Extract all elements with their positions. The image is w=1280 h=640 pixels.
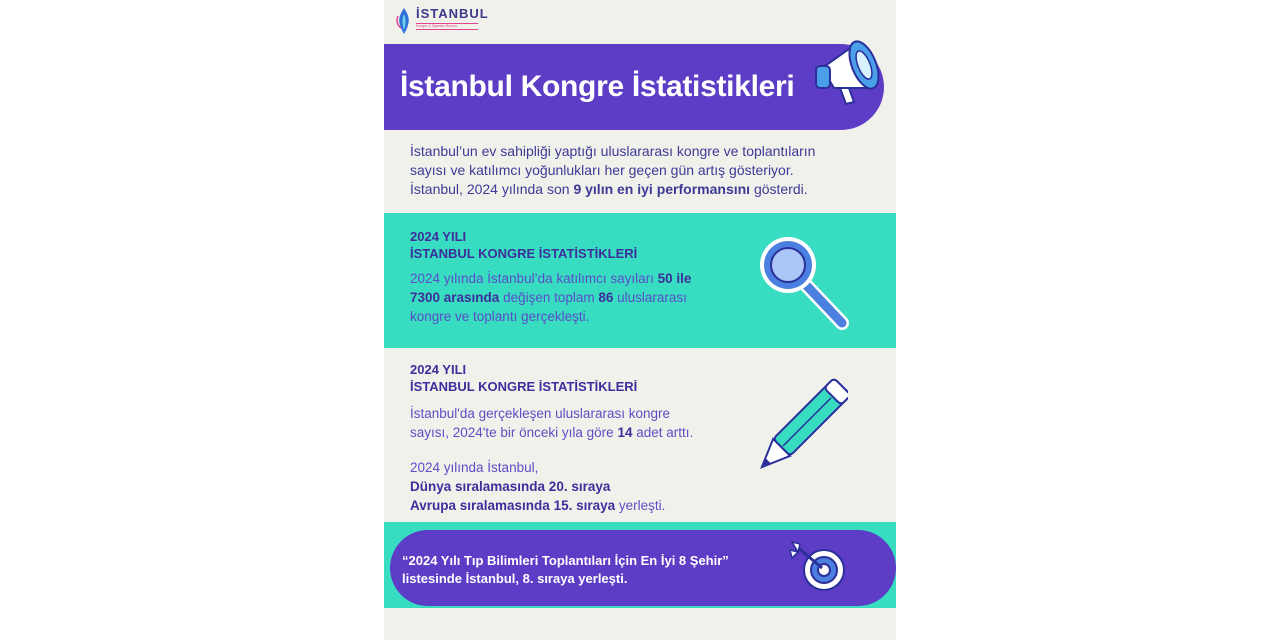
- megaphone-icon: [812, 30, 888, 112]
- logo-subtitle: Kongre & Ziyaretçi Bürosu: [416, 23, 478, 30]
- stats-section-1: [384, 213, 896, 348]
- ranking-banner: [390, 530, 896, 606]
- stats-section-2: [384, 348, 896, 523]
- tulip-logo-icon: [394, 6, 414, 36]
- pencil-icon: [752, 373, 848, 485]
- section-1-body: 2024 yılında İstanbul’da katılımcı sayıları 50 ile 7300 arasında değişen toplam 86 uluslararası kongre ve toplantı gerçekleşti.: [410, 271, 692, 324]
- intro-paragraph: İstanbul’un ev sahipliği yaptığı uluslararası kongre ve toplantıların sayısı ve katılımcı yoğunlukları her geçen gün artış gösteriyor. İstanbul, 2024 yılında son 9 yılın en iyi performansını gösterdi.: [410, 143, 816, 197]
- magnifier-icon: [756, 233, 856, 333]
- ranking-text: “2024 Yılı Tıp Bilimleri Toplantıları İçin En İyi 8 Şehir” listesinde İstanbul, 8. sıraya yerleşti.: [402, 553, 729, 586]
- section-2-body-2: 2024 yılında İstanbul, Dünya sıralamasında 20. sıraya Avrupa sıralamasında 15. sıraya yerleşti.: [410, 460, 666, 513]
- logo-name: İSTANBUL: [416, 6, 489, 21]
- section-2-heading: 2024 YILI İSTANBUL KONGRE İSTATİSTİKLERİ: [410, 362, 638, 394]
- target-icon: [788, 540, 850, 596]
- section-1-heading: 2024 YILI İSTANBUL KONGRE İSTATİSTİKLERİ: [410, 229, 638, 261]
- page-title: İstanbul Kongre İstatistikleri: [400, 70, 795, 103]
- title-banner: [384, 44, 884, 130]
- istanbul-logo: [394, 6, 489, 38]
- section-2-body-1: İstanbul'da gerçekleşen uluslararası kongre sayısı, 2024'te bir önceki yıla göre 14 adet arttı.: [410, 406, 694, 440]
- infographic-card: [384, 0, 896, 640]
